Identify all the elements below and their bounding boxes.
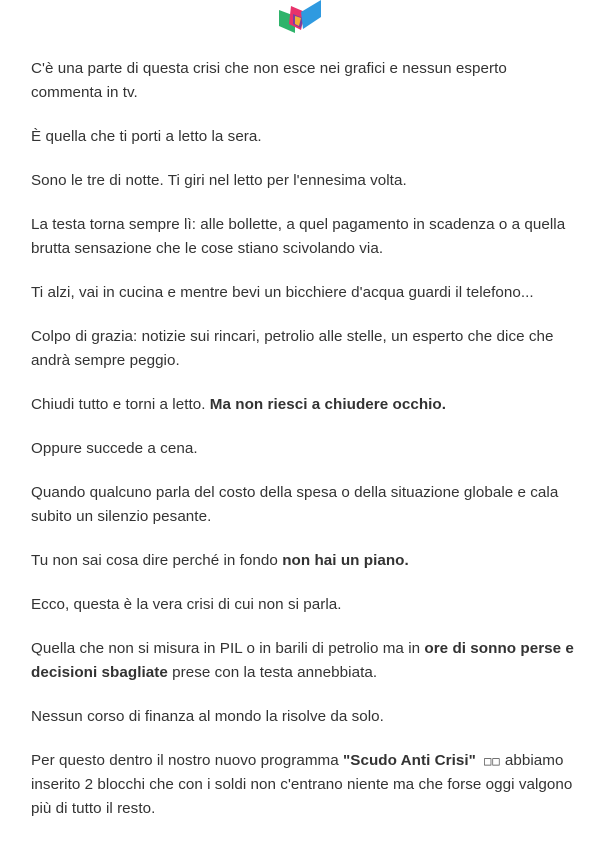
body-paragraph [31, 749, 576, 821]
paragraph-text: Tu non sai cosa dire perché in fondo [31, 552, 283, 569]
body-paragraph [31, 325, 576, 373]
paragraph-text: Quando qualcuno parla del costo della spesa o della situazione globale e cala subito un silenzio pesante. [31, 484, 559, 525]
paragraph-text: Oppure succede a cena. [31, 440, 198, 457]
paragraph-text: Per questo dentro il nostro nuovo programma [31, 752, 344, 769]
paragraph-text: Colpo di grazia: notizie sui rincari, petrolio alle stelle, un esperto che dice che andrà sempre peggio. [31, 328, 554, 369]
paragraph-text: È quella che ti porti a letto la sera. [31, 128, 262, 145]
bold-text: Ma non riesci a chiudere occhio. [209, 396, 447, 413]
body-paragraph [31, 593, 576, 617]
email-body [31, 57, 576, 841]
paragraph-text: Quella che non si misura in PIL o in barili di petrolio ma in [31, 640, 425, 657]
body-paragraph [31, 393, 576, 417]
paragraph-text: Chiudi tutto e torni a letto. [31, 396, 210, 413]
bold-text: ore di sonno perse e decisioni sbagliate [31, 640, 574, 681]
body-paragraph [31, 125, 576, 149]
body-paragraph [31, 637, 576, 685]
paragraph-text: La testa torna sempre lì: alle bollette, a quel pagamento in scadenza o a quella brutta sensazione che le cose stiano scivolando via. [31, 216, 566, 257]
bold-text: non hai un piano. [282, 552, 409, 569]
missing-glyph-text: □□ [475, 754, 501, 768]
body-paragraph [31, 481, 576, 529]
body-paragraph [31, 281, 576, 305]
body-paragraph [31, 57, 576, 105]
body-paragraph [31, 437, 576, 461]
paragraph-text: Ecco, questa è la vera crisi di cui non si parla. [31, 596, 342, 613]
paragraph-text: Sono le tre di notte. Ti giri nel letto per l'ennesima volta. [31, 172, 407, 189]
paragraph-text: Nessun corso di finanza al mondo la risolve da solo. [31, 708, 384, 725]
bold-text: "Scudo Anti Crisi" [343, 752, 476, 769]
paragraph-text: Ti alzi, vai in cucina e mentre bevi un bicchiere d'acqua guardi il telefono... [31, 284, 534, 301]
body-paragraph [31, 213, 576, 261]
body-paragraph [31, 705, 576, 729]
body-paragraph [31, 169, 576, 193]
paragraph-text: abbiamo inserito 2 blocchi che con i soldi non c'entrano niente ma che forse oggi valgono più di tutto il resto. [31, 752, 573, 817]
paragraph-text: C'è una parte di questa crisi che non esce nei grafici e nessun esperto commenta in tv. [31, 60, 507, 101]
colorful-open-book-logo-icon [277, 0, 323, 34]
body-paragraph [31, 549, 576, 573]
paragraph-text: prese con la testa annebbiata. [167, 664, 378, 681]
header [0, 0, 600, 44]
